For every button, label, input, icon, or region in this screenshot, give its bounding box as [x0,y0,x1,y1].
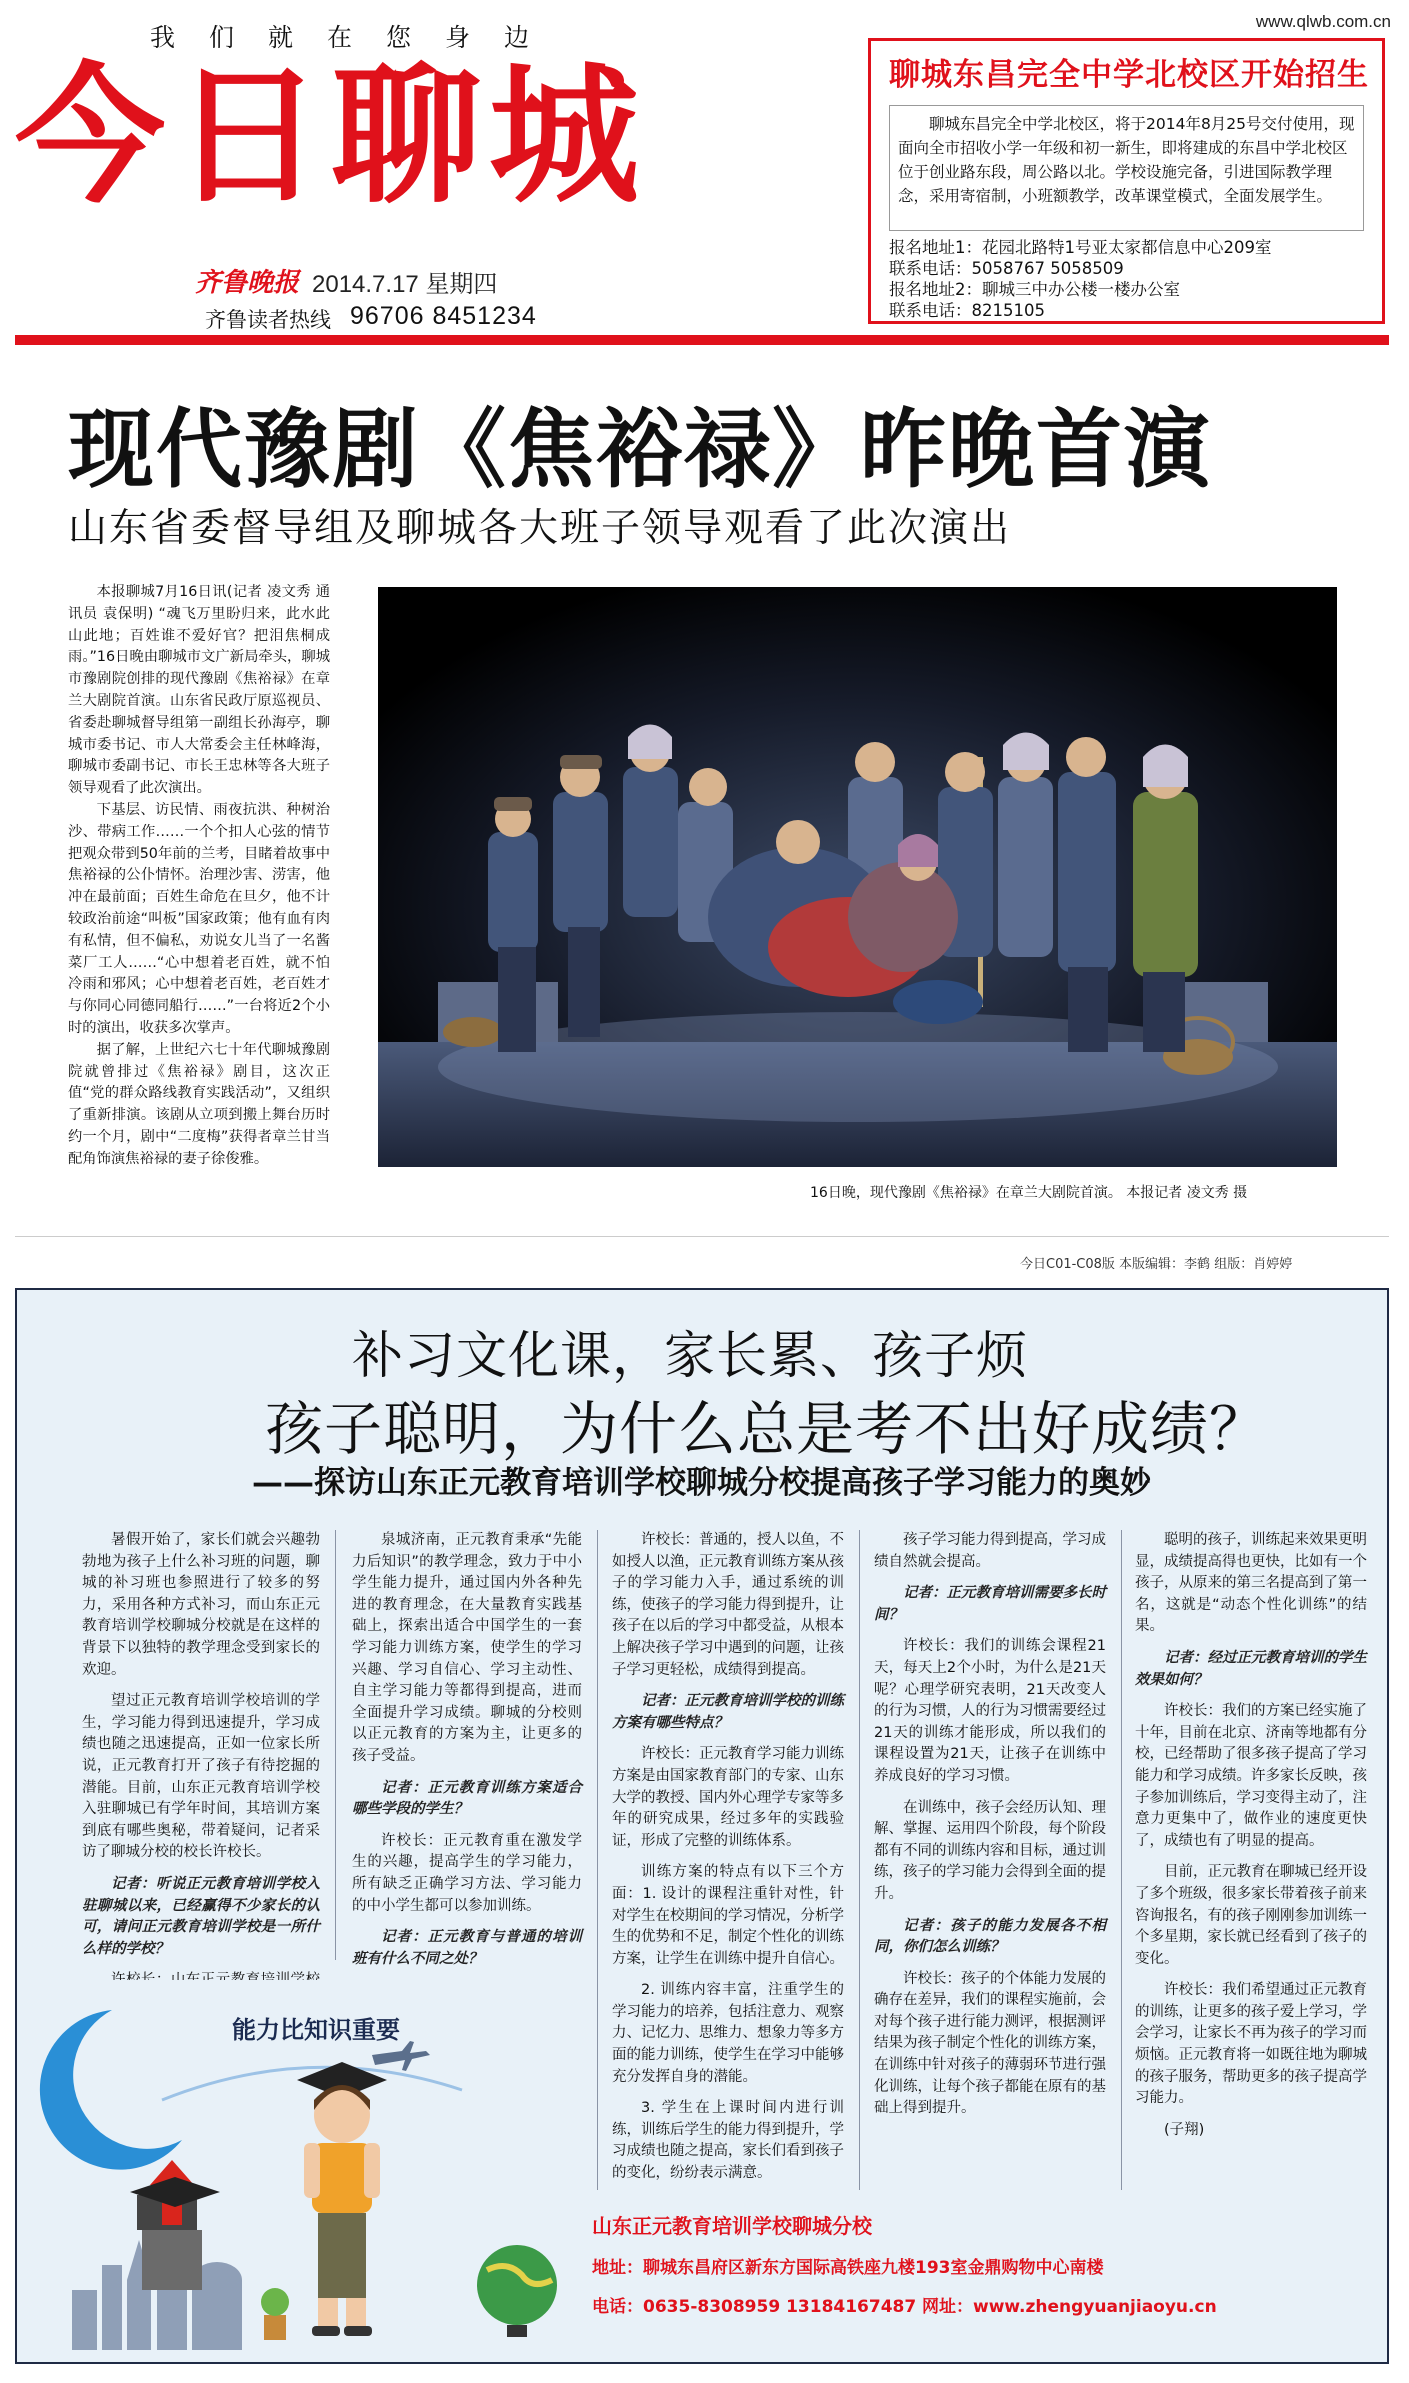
advertorial-paragraph: 泉城济南，正元教育秉承“先能力后知识”的教学理念，致力于中小学生能力提升，通过国内外各种先进的教育理念，在大量教育实践基础上，探索出适合中国学生的一套学习能力训练方案，使学生的学习兴趣、学习自信心、学习主动性、自主学习能力等都得到提高，进而全面提升学习成绩。聊城的分校则以正元教育的方案为主，让更多的孩子受益。 [352,1532,582,1764]
column-divider [1121,1530,1122,2190]
masthead-red-rule [15,335,1389,345]
story-subheadline: 山东省委督导组及聊城各大班子领导观看了此次演出 [68,506,1012,551]
column-divider [335,1530,336,1960]
school-name: 山东正元教育培训学校聊城分校 [592,2214,872,2238]
advertorial-paragraph: 孩子学习能力得到提高，学习成绩自然就会提高。 [874,1532,1106,1570]
brand-logo-text: 齐鲁晚报 [195,268,300,298]
issue-date: 2014.7.17 星期四 [312,271,498,298]
recruitment-ad [868,38,1385,324]
advertorial-paragraph: 许校长：普通的，授人以鱼，不如授人以渔，正元教育训练方案从孩子的学习能力入手，通过系统的训练，使孩子的学习能力得到提升，让孩子在以后的学习中都受益，从根本上解决孩子学习中遇到的问题，让孩子学习更轻松，成绩得到提高。 [612,1532,844,1678]
recruitment-ad-title: 聊城东昌完全中学北校区开始招生 [889,57,1369,93]
story-body [68,582,330,1222]
advertorial-paragraph: 许校长：我们的训练会课程21天，每天上2个小时，为什么是21天呢？心理学研究表明，21天改变人的行为习惯，人的行为习惯需要经过21天的训练才能形成，所以我们的课程设置为21天，让孩子在训练中养成良好的学习习惯。 [874,1638,1106,1784]
advertorial-paragraph: 2. 训练内容丰富，注重学生的学习能力的培养，包括注意力、观察力、记忆力、思维力、想象力等多方面的能力训练，使学生在学习中能够充分发挥自身的潜能。 [612,1982,844,2085]
school-address: 地址：聊城东昌府区新东方国际高铁座九楼193室金鼎购物中心南楼 [592,2258,1104,2278]
column-divider [859,1530,860,2190]
recruitment-ad-body: 聊城东昌完全中学北校区，将于2014年8月25号交付使用，现面向全市招收小学一年级和初一新生，即将建成的东昌中学北校区位于创业路东段，周公路以北。学校设施完备，引进国际教学理念，采用寄宿制，小班额教学，改革课堂模式，全面发展学生。 [889,105,1364,231]
advertorial-column-1 [82,1530,320,1970]
masthead-url[interactable]: www.qlwb.com.cn [1255,12,1391,31]
recruitment-ad-contacts [889,237,1272,321]
advertorial-column-4 [874,1530,1106,2185]
advertorial-paragraph: 许校长：我们的方案已经实施了十年，目前在北京、济南等地都有分校，已经帮助了很多孩子提高了学习能力和学习成绩。许多家长反映，孩子参加训练后，学习变得主动了，注意力更集中了，做作业的速度更快了，成绩也有了明显的提高。 [1135,1703,1367,1849]
advertorial-illustration [42,1980,592,2360]
advertorial-paragraph: (子翔) [1164,2121,1205,2138]
advertorial-paragraph: 聪明的孩子，训练起来效果更明显，成绩提高得也更快，比如有一个孩子，从原来的第三名提高到了第一名，这就是“动态个性化训练”的结果。 [1135,1532,1367,1635]
advertorial-paragraph: 望过正元教育培训学校培训的学生，学习能力得到迅速提升，学习成绩也随之迅速提高，正如一位家长所说，正元教育打开了孩子有待挖掘的潜能。目前，山东正元教育培训学校入驻聊城已有学年时间，其培训方案到底有哪些奥秘，带着疑问，记者采访了聊城分校的校长许校长。 [82,1693,320,1861]
school-contact-row [592,2292,1217,2317]
photo-caption: 16日晚，现代豫剧《焦裕禄》在章兰大剧院首演。 本报记者 凌文秀 摄 [810,1185,1248,1201]
section-divider [15,1236,1389,1237]
story-paragraph: 下基层、访民情、雨夜抗洪、种树治沙、带病工作……一个个扣人心弦的情节把观众带到50年前的兰考，目睹着故事中焦裕禄的公仆情怀。治理沙害、涝害，他冲在最前面；百姓生命危在旦夕，他不计较政治前途“叫板”国家政策；他有血有肉有私情，但不偏私，劝说女儿当了一名酱菜厂工人……“心中想着老百姓，就不怕冷雨和邪风；心中想着老百姓，老百姓才与你同心同德同船行……”一台将近2个小时的演出，收获多次掌声。 [68,801,330,1036]
advertorial-title-3: ——探访山东正元教育培训学校聊城分校提高孩子学习能力的奥妙 [252,1465,1151,1501]
ability-banner-text: 能力比知识重要 [232,2016,400,2044]
advertorial-paragraph: 在训练中，孩子会经历认知、理解、掌握、运用四个阶段，每个阶段都有不同的训练内容和目标，通过训练，孩子的学习能力会得到全面的提升。 [874,1799,1106,1902]
hotline-numbers: 96706 8451234 [350,302,537,330]
advertorial-column-2 [352,1530,582,1970]
advertorial-paragraph: 许校长：孩子的个体能力发展的确存在差异，我们的课程实施前，会对每个孩子进行能力测评，根据测评结果为孩子制定个性化的训练方案，在训练中针对孩子的薄弱环节进行强化训练，让每个孩子都能在原有的基础上得到提升。 [874,1970,1106,2117]
advertorial-paragraph: 许校长：我们希望通过正元教育的训练，让更多的孩子爱上学习，学会学习，让家长不再为孩子的学习而烦恼。正元教育将一如既往地为聊城的孩子服务，帮助更多的孩子提高学习能力。 [1135,1982,1367,2107]
ad-phone-1: 联系电话：5058767 5058509 [889,259,1124,278]
masthead-slogan: 我们就在您身边 [150,23,564,52]
newspaper-title: 今日聊城 [15,50,648,224]
ad-address-2: 报名地址2：聊城三中办公楼一楼办公室 [889,280,1180,299]
advertorial-column-3 [612,1530,844,2185]
column-divider [597,1530,598,2190]
interview-question: 记者：正元教育与普通的培训班有什么不同之处？ [352,1929,582,1967]
advertorial-paragraph: 暑假开始了，家长们就会兴趣勃勃地为孩子上什么补习班的问题，聊城的补习班也参照进行了较多的努力，采用各种方式补习，而山东正元教育培训学校聊城分校就是在这样的背景下以独特的教学理念受到家长的欢迎。 [82,1532,320,1678]
ad-address-1: 报名地址1：花园北路特1号亚太家都信息中心209室 [889,238,1272,257]
story-paragraph: 本报聊城7月16日讯(记者 凌文秀 通讯员 袁保明) “魂飞万里盼归来，此水此山此地；百姓谁不爱好官？把泪焦桐成雨。”16日晚由聊城市文广新局牵头，聊城市豫剧院创排的现代豫剧《焦裕禄》在章兰大剧院首演。山东省民政厅原巡视员、省委赴聊城督导组第一副组长孙海亭，聊城市委书记、市人大常委会主任林峰海，聊城市委副书记、市长王忠林等各大班子领导观看了此次演出。 [68,584,330,797]
advertorial-paragraph: 目前，正元教育在聊城已经开设了多个班级，很多家长带着孩子前来咨询报名，有的孩子刚刚参加训练一个多星期，家长就已经看到了孩子的变化。 [1135,1864,1367,1967]
interview-question: 记者：听说正元教育培训学校入驻聊城以来，已经赢得不少家长的认可，请问正元教育培训学校是一所什么样的学校？ [82,1875,320,1957]
advertorial-title-1: 补习文化课，家长累、孩子烦 [352,1327,1029,1386]
story-paragraph: 据了解，上世纪六七十年代聊城豫剧院就曾排过《焦裕禄》剧目，这次正值“党的群众路线教育实践活动”，又组织了重新排演。该剧从立项到搬上舞台历时约一个月，剧中“二度梅”获得者章兰甘当配角饰演焦裕禄的妻子徐俊雅。 [68,1041,330,1167]
interview-question: 记者：孩子的能力发展各不相同，你们怎么训练？ [874,1917,1106,1956]
school-phone: 电话：0635-8308959 13184167487 [592,2297,917,2317]
interview-question: 记者：正元教育培训需要多长时间？ [874,1585,1106,1623]
interview-question: 记者：正元教育培训学校的训练方案有哪些特点？ [612,1693,844,1731]
stage-photo [378,587,1337,1167]
interview-question: 记者：经过正元教育培训的学生效果如何？ [1135,1649,1367,1688]
page-info: 今日C01-C08版 本版编辑：李鹤 组版：肖婷婷 [1020,1257,1293,1272]
advertorial-paragraph: 许校长：正元教育重在激发学生的兴趣，提高学生的学习能力，所有缺乏正确学习方法、学习能力的中小学生都可以参加训练。 [352,1832,582,1914]
hotline-label: 齐鲁读者热线 [205,308,331,332]
advertorial-title-2: 孩子聪明，为什么总是考不出好成绩？ [265,1395,1269,1463]
advertorial-paragraph: 训练方案的特点有以下三个方面：1. 设计的课程注重针对性，针对学生在校期间的学习情况，分析学生的优势和不足，制定个性化的训练方案，让学生在训练中提升自信心。 [612,1864,844,1967]
school-website[interactable]: 网址：www.zhengyuanjiaoyu.cn [922,2297,1217,2317]
advertorial-paragraph: 许校长：正元教育学习能力训练方案是由国家教育部门的专家、山东大学的教授、国内外心理学专家等多年的研究成果，经过多年的实践验证，形成了完整的训练体系。 [612,1746,844,1849]
stage-photo-illustration [378,587,1337,1167]
advertorial-paragraph: 3. 学生在上课时间内进行训练，训练后学生的能力得到提升，学习成绩也随之提高，家长们看到孩子的变化，纷纷表示满意。 [612,2100,844,2182]
education-advertorial [15,1288,1389,2364]
story-headline: 现代豫剧《焦裕禄》昨晚首演 [68,400,1212,500]
advertorial-column-5 [1135,1530,1367,2185]
ad-phone-2: 联系电话：8215105 [889,301,1045,320]
interview-question: 记者：正元教育训练方案适合哪些学段的学生？ [352,1779,582,1818]
school-contact-block [592,2210,1217,2317]
